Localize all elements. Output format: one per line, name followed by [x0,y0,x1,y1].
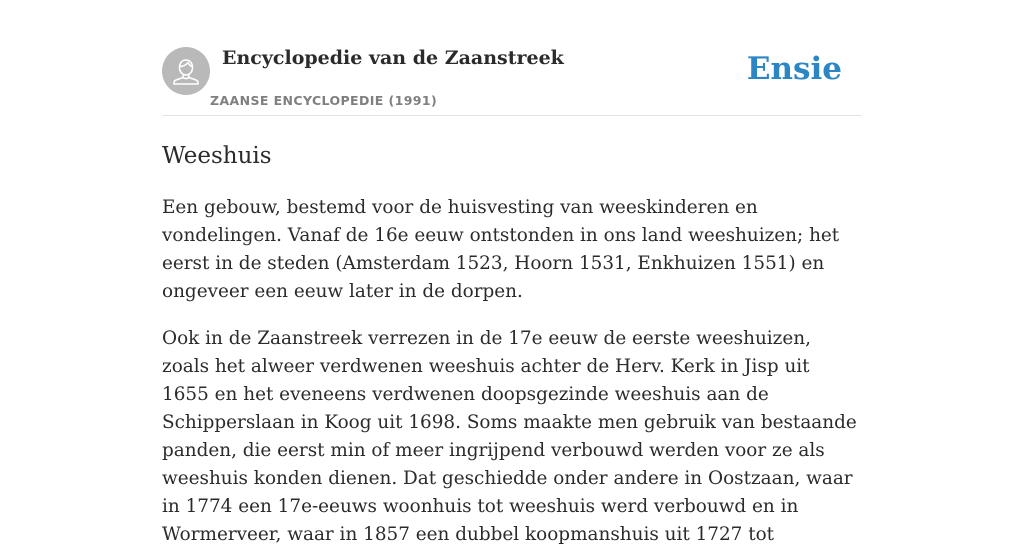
source-header [162,0,862,116]
source-title[interactable]: Encyclopedie van de Zaanstreek [222,47,564,69]
article-title: Weeshuis [162,143,272,169]
source-subtitle: ZAANSE ENCYCLOPEDIE (1991) [210,93,438,108]
article-paragraph: Een gebouw, bestemd voor de huisvesting van weeskinderen en vondelingen. Vanaf de 16e eeuw ontstonden in ons land weeshuizen; het eerst in de steden (Amsterdam 1523, Hoorn 1531, Enkhuizen 1551) en ongeveer een eeuw later in de dorpen. [162,197,840,302]
avatar[interactable] [162,47,210,95]
article-body [162,194,862,549]
ensie-logo-link[interactable]: Ensie [746,51,842,87]
content-column [162,0,862,549]
user-icon [162,47,210,95]
article-paragraph: Ook in de Zaanstreek verrezen in de 17e eeuw de eerste weeshuizen, zoals het alweer verdwenen weeshuis achter de Herv. Kerk in Jisp uit 1655 en het eveneens verdwenen doopsgezinde weeshuis aan de Schipperslaan in Koog uit 1698. Soms maakte men gebruik van bestaande panden, die eerst min of meer ingrijpend verbouwd werden voor ze als weeshuis konden dienen. Dat geschiedde onder andere in Oostzaan, waar in 1774 een 17e-eeuws woonhuis tot weeshuis werd verbouwd en in Wormerveer, waar in 1857 een dubbel koopmanshuis uit 1727 tot [162,328,857,545]
